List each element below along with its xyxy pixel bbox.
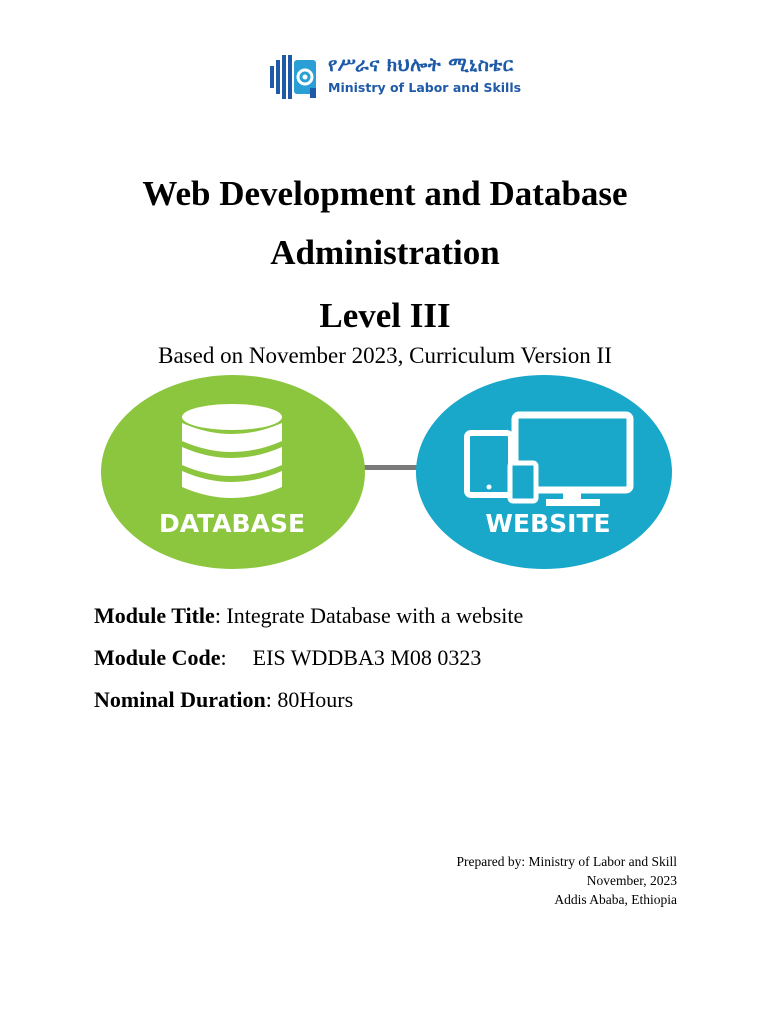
logo-english-text: Ministry of Labor and Skills xyxy=(328,80,522,95)
ministry-logo xyxy=(270,52,522,104)
level-heading: Level III xyxy=(319,296,451,335)
prepared-location: Addis Ababa, Ethiopia xyxy=(554,892,677,907)
nominal-duration-line xyxy=(94,686,353,714)
nominal-duration-label: Nominal Duration xyxy=(94,687,266,712)
prepared-by-block xyxy=(457,852,677,909)
nominal-duration-value: : 80Hours xyxy=(265,687,354,712)
module-title-value: : Integrate Database with a website xyxy=(214,603,524,628)
module-title-label: Module Title xyxy=(94,603,215,628)
logo-amharic-text: የሥራና ክህሎት ሚኒስቴር xyxy=(328,54,514,76)
module-code-label: Module Code xyxy=(94,645,221,670)
module-code-separator: : xyxy=(220,645,227,670)
database-website-graphic xyxy=(98,375,672,569)
module-code-value: EIS WDDBA3 M08 0323 xyxy=(252,645,482,670)
curriculum-subtitle: Based on November 2023, Curriculum Version II xyxy=(158,343,612,368)
document-title-line-1: Web Development and Database xyxy=(142,174,628,213)
website-label: WEBSITE xyxy=(485,509,611,538)
prepared-by-text: Prepared by: Ministry of Labor and Skill xyxy=(456,854,677,869)
ministry-logo-icon xyxy=(270,52,322,102)
module-title-line xyxy=(94,602,523,630)
prepared-date: November, 2023 xyxy=(586,873,677,888)
website-circle xyxy=(416,375,672,569)
module-code-line xyxy=(94,644,481,672)
database-label: DATABASE xyxy=(158,509,306,538)
document-title-line-2: Administration xyxy=(270,233,500,272)
